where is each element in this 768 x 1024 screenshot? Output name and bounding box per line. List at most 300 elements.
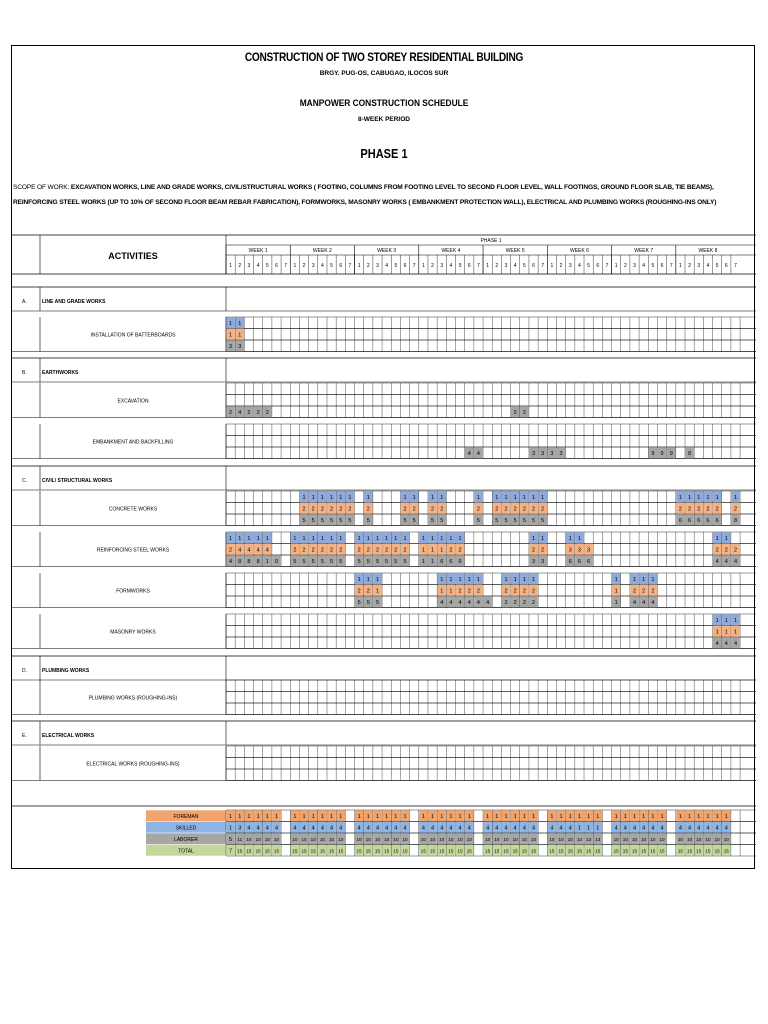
foreman-value: 1	[504, 577, 508, 583]
summary-value: 1	[531, 814, 536, 820]
schedule-title: MANPOWER CONSTRUCTION SCHEDULE	[299, 98, 469, 109]
foreman-value: 1	[715, 495, 719, 501]
summary-value: 10	[485, 837, 491, 842]
summary-value: 10	[567, 837, 573, 842]
laborer-value: 2	[247, 410, 251, 416]
day-number: 1	[679, 263, 682, 269]
skilled-value: 2	[412, 506, 416, 513]
laborer-value: 6	[697, 518, 701, 524]
foreman-value: 1	[651, 577, 655, 583]
summary-value: 4	[550, 825, 554, 832]
summary-value: 15	[631, 848, 638, 854]
laborer-value: 5	[293, 559, 297, 565]
laborer-value: 8	[247, 559, 251, 565]
foreman-value: 1	[504, 495, 508, 501]
summary-value: 1	[366, 814, 370, 820]
laborer-value: 5	[431, 518, 435, 524]
day-number: 2	[623, 263, 627, 269]
summary-value: 10	[457, 837, 463, 842]
schedule-sheet	[11, 45, 755, 869]
skilled-value: 1	[375, 588, 380, 595]
day-number: 4	[513, 263, 517, 269]
summary-value: 4	[642, 825, 646, 832]
summary-value: 15	[687, 848, 693, 854]
summary-value: 1	[421, 814, 425, 820]
summary-value: 1	[660, 814, 664, 820]
laborer-value: 3	[531, 559, 536, 565]
foreman-value: 1	[375, 536, 380, 542]
foreman-value: 1	[348, 495, 352, 501]
skilled-value: 2	[476, 588, 480, 595]
laborer-value: 3	[541, 559, 545, 565]
summary-value: 10	[329, 837, 335, 842]
summary-value: 10	[292, 837, 298, 842]
summary-value: 15	[705, 848, 711, 854]
summary-value: 15	[503, 848, 509, 854]
foreman-value: 1	[440, 577, 444, 583]
summary-value: 15	[264, 848, 270, 854]
summary-value: 15	[457, 848, 463, 854]
foreman-value: 1	[733, 495, 738, 501]
summary-value: 1	[311, 814, 315, 820]
summary-value: 1	[385, 814, 389, 820]
summary-label: LABORER	[174, 837, 198, 843]
laborer-value: 5	[403, 559, 407, 565]
summary-value: 4	[678, 825, 682, 832]
summary-value: 10	[429, 837, 436, 842]
skilled-value: 2	[403, 547, 407, 554]
skilled-value: 4	[247, 547, 251, 554]
foreman-value: 1	[458, 577, 462, 583]
day-number: 2	[366, 263, 370, 269]
laborer-value: 9	[669, 451, 673, 457]
laborer-value: 2	[513, 600, 517, 606]
summary-value: 1	[724, 814, 728, 820]
laborer-value: 5	[311, 518, 315, 524]
summary-value: 15	[586, 848, 592, 854]
foreman-value: 1	[320, 495, 324, 501]
laborer-value: 2	[522, 410, 526, 416]
laborer-value: 4	[642, 600, 646, 606]
summary-value: 1	[238, 814, 242, 820]
foreman-value: 1	[614, 577, 618, 583]
laborer-value: 5	[302, 559, 306, 565]
summary-value: 10	[696, 837, 702, 842]
foreman-value: 1	[412, 495, 416, 501]
day-number: 3	[697, 263, 701, 269]
summary-value: 15	[549, 848, 555, 854]
summary-value: 7	[229, 848, 233, 855]
section-title: LINE AND GRADE WORKS	[42, 299, 106, 305]
summary-value: 10	[622, 837, 628, 842]
day-number: 2	[302, 263, 306, 269]
skilled-value: 2	[476, 506, 480, 513]
day-number: 4	[320, 263, 324, 269]
day-number: 7	[605, 263, 609, 269]
section-letter: B.	[22, 370, 27, 376]
laborer-value: 4	[238, 410, 242, 416]
summary-value: 1	[293, 814, 297, 820]
foreman-value: 1	[706, 495, 710, 501]
day-number: 5	[458, 263, 462, 269]
summary-value: 1	[431, 814, 435, 820]
summary-value: 4	[632, 825, 637, 832]
skilled-value: 2	[531, 506, 536, 513]
foreman-value: 1	[541, 495, 545, 501]
foreman-value: 1	[513, 577, 517, 583]
summary-value: 4	[724, 825, 728, 832]
skilled-value: 2	[541, 547, 545, 554]
laborer-value: 4	[458, 600, 462, 606]
laborer-value: 9	[651, 451, 655, 457]
laborer-value: 8	[733, 518, 738, 524]
laborer-value: 6	[440, 559, 444, 565]
week-label: WEEK 8	[698, 248, 718, 254]
foreman-value: 1	[476, 577, 480, 583]
summary-value: 1	[577, 814, 581, 820]
skilled-value: 2	[320, 547, 324, 554]
day-number: 2	[238, 263, 242, 269]
foreman-value: 1	[449, 577, 453, 583]
day-number: 6	[275, 263, 278, 269]
laborer-value: 5	[375, 559, 380, 565]
summary-value: 1	[651, 814, 655, 820]
summary-value: 15	[310, 848, 316, 854]
foreman-value: 1	[632, 577, 637, 583]
summary-value: 15	[696, 848, 702, 854]
summary-value: 4	[486, 825, 490, 832]
summary-value: 15	[494, 848, 500, 854]
day-number: 1	[229, 263, 232, 269]
skilled-value: 2	[642, 588, 646, 595]
summary-value: 1	[495, 814, 499, 820]
summary-value: 1	[458, 814, 462, 820]
summary-value: 15	[595, 848, 601, 854]
foreman-value: 1	[247, 536, 251, 542]
summary-value: 4	[440, 825, 444, 832]
week-label: WEEK 1	[248, 248, 268, 254]
laborer-value: 5	[302, 518, 306, 524]
activity-name: EMBANKMENT AND BACKFILLING	[92, 439, 174, 446]
foreman-value: 1	[265, 536, 269, 542]
summary-value: 4	[467, 825, 471, 832]
skilled-value: 2	[504, 588, 508, 595]
foreman-value: 1	[366, 536, 370, 542]
day-number: 5	[394, 263, 398, 269]
summary-value: 15	[576, 848, 582, 854]
summary-value: 15	[246, 848, 252, 854]
summary-value: 1	[440, 814, 444, 820]
summary-value: 15	[255, 848, 261, 854]
day-number: 1	[421, 263, 425, 269]
laborer-value: 2	[522, 600, 526, 606]
summary-value: 4	[623, 825, 627, 832]
day-number: 3	[504, 263, 508, 269]
summary-value: 1	[504, 814, 508, 820]
foreman-value: 1	[724, 536, 728, 542]
laborer-value: 5	[366, 518, 370, 524]
summary-value: 4	[531, 825, 536, 832]
laborer-value: 5	[495, 518, 499, 524]
laborer-value: 1	[614, 600, 618, 606]
summary-value: 15	[393, 848, 399, 854]
day-number: 6	[403, 263, 407, 269]
skilled-value: 2	[357, 588, 361, 595]
skilled-value: 2	[403, 506, 407, 513]
foreman-value: 1	[302, 536, 306, 542]
project-title: CONSTRUCTION OF TWO STOREY RESIDENTIAL BUILDING	[244, 52, 524, 64]
summary-value: 4	[715, 825, 719, 832]
laborer-value: 6	[688, 518, 692, 524]
foreman-value: 1	[394, 536, 398, 542]
summary-value: 5	[229, 837, 233, 843]
skilled-value: 2	[339, 506, 343, 513]
laborer-value: 2	[531, 600, 536, 606]
laborer-value: 5	[476, 518, 480, 524]
foreman-value: 1	[320, 536, 324, 542]
laborer-value: 4	[724, 559, 728, 565]
foreman-value: 1	[421, 536, 425, 542]
day-number: 2	[495, 263, 499, 269]
section-letter: A.	[22, 299, 27, 305]
laborer-value: 2	[256, 410, 260, 416]
summary-value: 10	[714, 837, 720, 842]
summary-value: 1	[577, 825, 581, 832]
summary-value: 15	[512, 848, 518, 854]
summary-value: 10	[677, 837, 683, 842]
foreman-value: 1	[403, 495, 407, 501]
summary-value: 4	[421, 825, 425, 832]
week-label: WEEK 2	[312, 248, 332, 254]
summary-label: TOTAL	[178, 848, 194, 855]
skilled-value: 2	[541, 506, 545, 513]
summary-value: 15	[319, 848, 325, 854]
laborer-value: 8	[256, 559, 260, 565]
laborer-value: 5	[330, 518, 334, 524]
skilled-value: 2	[715, 506, 719, 513]
skilled-value: 1	[440, 547, 444, 554]
day-number: 7	[734, 263, 737, 269]
summary-value: 4	[265, 825, 269, 832]
laborer-value: 4	[449, 600, 453, 606]
summary-value: 10	[393, 837, 399, 842]
skilled-value: 2	[495, 506, 499, 513]
section-title: ELECTRICAL WORKS	[42, 733, 95, 739]
skilled-value: 1	[614, 588, 618, 595]
foreman-value: 1	[311, 536, 315, 542]
activity-name: INSTALLATION OF BATTERBOARDS	[90, 332, 176, 339]
summary-value: 1	[522, 814, 526, 820]
foreman-value: 1	[238, 321, 242, 327]
skilled-value: 3	[568, 547, 572, 554]
laborer-value: 5	[504, 518, 508, 524]
day-number: 3	[247, 263, 251, 269]
summary-value: 15	[641, 848, 647, 854]
skilled-value: 2	[458, 588, 462, 595]
foreman-value: 1	[229, 536, 233, 542]
summary-value: 10	[374, 837, 381, 842]
laborer-value: 4	[229, 559, 233, 565]
summary-value: 4	[247, 825, 251, 832]
section-title: EARTHWORKS	[42, 370, 79, 376]
summary-value: 1	[596, 814, 600, 820]
foreman-value: 1	[577, 536, 581, 542]
summary-value: 4	[559, 825, 563, 832]
foreman-value: 1	[431, 495, 435, 501]
summary-value: 1	[229, 825, 233, 832]
summary-value: 15	[613, 848, 619, 854]
laborer-value: 5	[357, 600, 361, 606]
summary-value: 4	[293, 825, 297, 832]
foreman-value: 1	[311, 495, 315, 501]
summary-value: 1	[274, 814, 279, 820]
summary-value: 15	[356, 848, 362, 854]
summary-value: 1	[513, 814, 517, 820]
laborer-value: 5	[531, 518, 536, 524]
summary-value: 15	[521, 848, 527, 854]
foreman-value: 1	[724, 618, 728, 624]
summary-value: 10	[549, 837, 555, 842]
laborer-value: 2	[513, 410, 517, 416]
activities-header: ACTIVITIES	[108, 251, 158, 261]
day-number: 7	[541, 263, 545, 269]
day-number: 3	[440, 263, 444, 269]
foreman-value: 1	[403, 536, 407, 542]
summary-value: 15	[650, 848, 656, 854]
summary-value: 10	[494, 837, 500, 842]
foreman-value: 1	[678, 495, 682, 501]
summary-value: 4	[274, 825, 279, 832]
summary-value: 1	[403, 814, 407, 820]
laborer-value: 4	[467, 451, 471, 457]
summary-value: 1	[339, 814, 343, 820]
foreman-value: 1	[715, 618, 719, 624]
summary-value: 10	[246, 837, 252, 842]
skilled-value: 2	[678, 506, 682, 513]
day-number: 6	[724, 263, 728, 269]
skilled-value: 1	[724, 629, 728, 636]
summary-value: 1	[486, 814, 490, 820]
foreman-value: 1	[357, 536, 361, 542]
summary-value: 10	[264, 837, 270, 842]
summary-value: 10	[466, 837, 472, 842]
summary-value: 15	[567, 848, 573, 854]
summary-value: 10	[631, 837, 638, 842]
summary-value: 4	[449, 825, 453, 832]
summary-value: 1	[320, 814, 324, 820]
laborer-value: 5	[440, 518, 444, 524]
summary-label: FOREMAN	[173, 814, 199, 820]
foreman-value: 1	[733, 618, 738, 624]
day-number: 4	[706, 263, 710, 269]
summary-value: 4	[311, 825, 315, 832]
laborer-value: 6	[458, 559, 462, 565]
scope-text: EXCAVATION WORKS, LINE AND GRADE WORKS, CIVIL/STRUCTURAL WORKS ( FOOTING, COLUMNS FROM FOOTING LEVEL TO SECOND FLOOR LEVEL, WALL FOOTINGS, GROUND FLOOR SLAB, TIE BEAMS), REINFORCING STEEL WORKS (UP TO 10% OF SECOND FLOOR BEAM REBAR FABRICATION), FORMWORKS, MASONRY WORKS ( EMBANKMENT PROTECTION WALL), ELECTRICAL AND PLUMBING WORKS (ROUGHING-INS ONLY)	[13, 184, 717, 206]
summary-value: 4	[458, 825, 462, 832]
summary-value: 10	[705, 837, 711, 842]
summary-value: 10	[530, 837, 537, 842]
laborer-value: 5	[522, 518, 526, 524]
day-number: 1	[357, 263, 361, 269]
laborer-value: 3	[531, 451, 536, 457]
laborer-value: 4	[467, 600, 471, 606]
activity-name: MASONRY WORKS	[110, 629, 156, 636]
day-number: 5	[651, 263, 655, 269]
summary-value: 1	[587, 814, 591, 820]
summary-value: 15	[365, 848, 371, 854]
schedule-period: 8-WEEK PERIOD	[357, 116, 410, 123]
summary-value: 4	[697, 825, 701, 832]
summary-value: 10	[650, 837, 656, 842]
skilled-value: 2	[467, 588, 471, 595]
day-number: 1	[486, 263, 490, 269]
day-number: 6	[660, 263, 664, 269]
summary-value: 10	[356, 837, 362, 842]
day-number: 6	[339, 263, 343, 269]
summary-value: 15	[677, 848, 683, 854]
summary-value: 13	[576, 837, 582, 842]
skilled-value: 1	[238, 332, 242, 339]
laborer-value: 3	[550, 451, 554, 457]
phase-title: PHASE 1	[360, 146, 408, 161]
laborer-value: 4	[632, 600, 637, 606]
week-label: WEEK 7	[634, 248, 654, 254]
foreman-value: 1	[385, 536, 389, 542]
skilled-value: 2	[522, 506, 526, 513]
summary-value: 4	[256, 825, 260, 832]
week-label: WEEK 3	[377, 248, 397, 254]
laborer-value: 4	[440, 600, 444, 606]
summary-value: 15	[530, 848, 537, 854]
laborer-value: 3	[238, 344, 242, 350]
summary-value: 10	[319, 837, 325, 842]
skilled-value: 2	[688, 506, 692, 513]
foreman-value: 1	[302, 495, 306, 501]
summary-value: 1	[587, 825, 591, 832]
week-label: WEEK 4	[441, 248, 461, 254]
summary-value: 10	[613, 837, 619, 842]
day-number: 6	[532, 263, 535, 269]
laborer-value: 9	[660, 451, 664, 457]
day-number: 3	[311, 263, 315, 269]
activity-name: EXCAVATION	[117, 398, 149, 405]
summary-value: 15	[420, 848, 426, 854]
laborer-value: 5	[330, 559, 334, 565]
foreman-value: 1	[568, 536, 572, 542]
summary-value: 1	[467, 814, 471, 820]
summary-value: 15	[292, 848, 298, 854]
summary-value: 1	[449, 814, 453, 820]
skilled-value: 2	[366, 588, 370, 595]
activity-name: CONCRETE WORKS	[108, 506, 158, 513]
summary-value: 15	[338, 848, 344, 854]
skilled-value: 2	[440, 506, 444, 513]
laborer-value: 4	[486, 600, 490, 606]
skilled-value: 2	[504, 506, 508, 513]
skilled-value: 2	[302, 506, 306, 513]
skilled-value: 2	[733, 506, 738, 513]
day-number: 1	[293, 263, 297, 269]
day-number: 7	[348, 263, 352, 269]
summary-value: 3	[238, 825, 242, 832]
section-letter: E.	[22, 733, 27, 739]
summary-value: 4	[339, 825, 343, 832]
foreman-value: 1	[467, 577, 471, 583]
day-number: 5	[587, 263, 591, 269]
phase-header: PHASE 1	[480, 238, 502, 244]
skilled-value: 1	[431, 547, 435, 554]
summary-value: 1	[229, 814, 233, 820]
